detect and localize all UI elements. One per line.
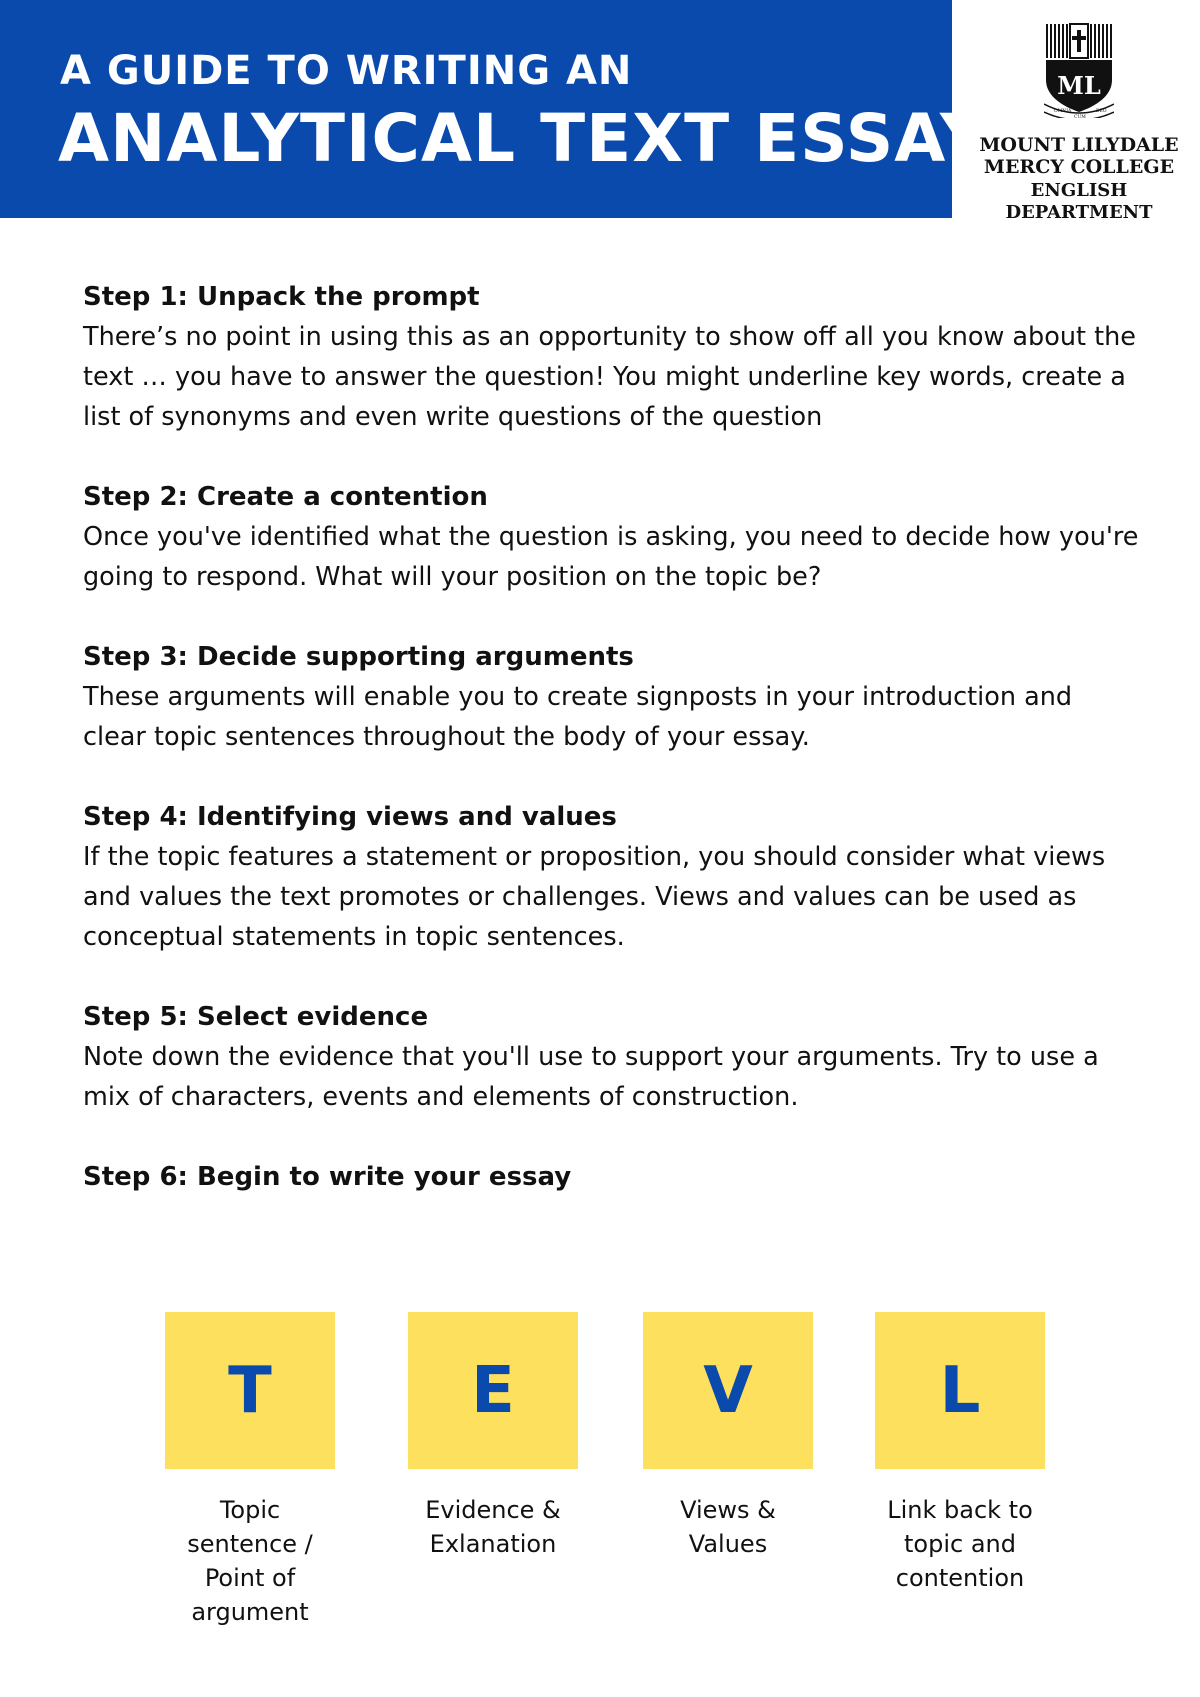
- tevl-caption: [393, 1493, 593, 1561]
- tevl-caption-line: Exlanation: [429, 1530, 557, 1558]
- step-title: Step 3: Decide supporting arguments: [83, 642, 634, 672]
- tevl-caption-line: contention: [895, 1564, 1025, 1592]
- tevl-box: [643, 1312, 813, 1469]
- svg-text:OMNIA: OMNIA: [1054, 109, 1072, 114]
- step-body: Note down the evidence that you'll use to support your arguments. Try to use a mix of characters, events and elements of construction.: [83, 1042, 1099, 1112]
- tevl-box: [408, 1312, 578, 1469]
- tevl-item-v: [643, 1312, 813, 1561]
- step-body: There’s no point in using this as an opportunity to show off all you know about the text … you have to answer the question! You might underline key words, create a list of synonyms and even write questions of the question: [83, 322, 1136, 432]
- tevl-caption-line: Link back to: [887, 1496, 1033, 1524]
- tevl-item-t: [165, 1312, 335, 1629]
- step-2: [83, 477, 1143, 597]
- tevl-letter: V: [703, 1353, 753, 1428]
- tevl-caption-line: Values: [688, 1530, 768, 1558]
- step-body: These arguments will enable you to create signposts in your introduction and clear topic sentences throughout the body of your essay.: [83, 682, 1073, 752]
- department-name-line-2: DEPARTMENT: [1005, 202, 1153, 223]
- step-4: [83, 797, 1143, 957]
- svg-text:ML: ML: [1057, 71, 1101, 100]
- school-name-line-1: MOUNT LILYDALE: [979, 134, 1179, 156]
- tevl-caption-line: Topic: [219, 1496, 281, 1524]
- step-title: Step 4: Identifying views and values: [83, 802, 617, 832]
- tevl-caption-line: argument: [191, 1598, 309, 1626]
- tevl-letter: E: [471, 1353, 515, 1428]
- svg-text:DEO: DEO: [1096, 109, 1107, 114]
- tevl-caption: [628, 1493, 828, 1561]
- school-logo: [968, 18, 1190, 228]
- tevl-caption: [860, 1493, 1060, 1595]
- tevl-caption: [150, 1493, 350, 1629]
- department-name-line-1: ENGLISH: [1030, 180, 1128, 201]
- header-banner: [0, 0, 989, 218]
- tevl-caption-line: Evidence &: [425, 1496, 561, 1524]
- step-body: If the topic features a statement or proposition, you should consider what views and values the text promotes or challenges. Views and values can be used as conceptual statements in topic sentences.: [83, 842, 1106, 952]
- step-title: Step 5: Select evidence: [83, 1002, 429, 1032]
- steps-list: [83, 277, 1143, 1237]
- department-name: [968, 180, 1190, 224]
- tevl-caption-line: sentence /: [187, 1530, 313, 1558]
- tevl-box: [165, 1312, 335, 1469]
- school-crest-icon: [1044, 22, 1114, 118]
- tevl-structure: [0, 1312, 1200, 1672]
- tevl-box: [875, 1312, 1045, 1469]
- step-1: [83, 277, 1143, 437]
- tevl-caption-line: Point of: [204, 1564, 296, 1592]
- step-6: [83, 1157, 1143, 1197]
- title-line-1: A GUIDE TO WRITING AN: [60, 48, 633, 94]
- school-name-line-2: MERCY COLLEGE: [983, 156, 1175, 178]
- step-5: [83, 997, 1143, 1117]
- step-title: Step 2: Create a contention: [83, 482, 488, 512]
- tevl-item-e: [408, 1312, 578, 1561]
- step-title: Step 1: Unpack the prompt: [83, 282, 480, 312]
- step-body: Once you've identified what the question is asking, you need to decide how you're going to respond. What will your position on the topic be?: [83, 522, 1139, 592]
- school-name: [968, 134, 1190, 178]
- step-title: Step 6: Begin to write your essay: [83, 1162, 572, 1192]
- page-title: ANALYTICAL TEXT ESSAY: [58, 100, 989, 177]
- step-3: [83, 637, 1143, 757]
- tevl-letter: L: [939, 1353, 981, 1428]
- tevl-caption-line: topic and: [904, 1530, 1016, 1558]
- tevl-item-l: [875, 1312, 1045, 1595]
- tevl-letter: T: [228, 1353, 272, 1428]
- tevl-caption-line: Views &: [680, 1496, 776, 1524]
- svg-text:CUM: CUM: [1074, 115, 1086, 118]
